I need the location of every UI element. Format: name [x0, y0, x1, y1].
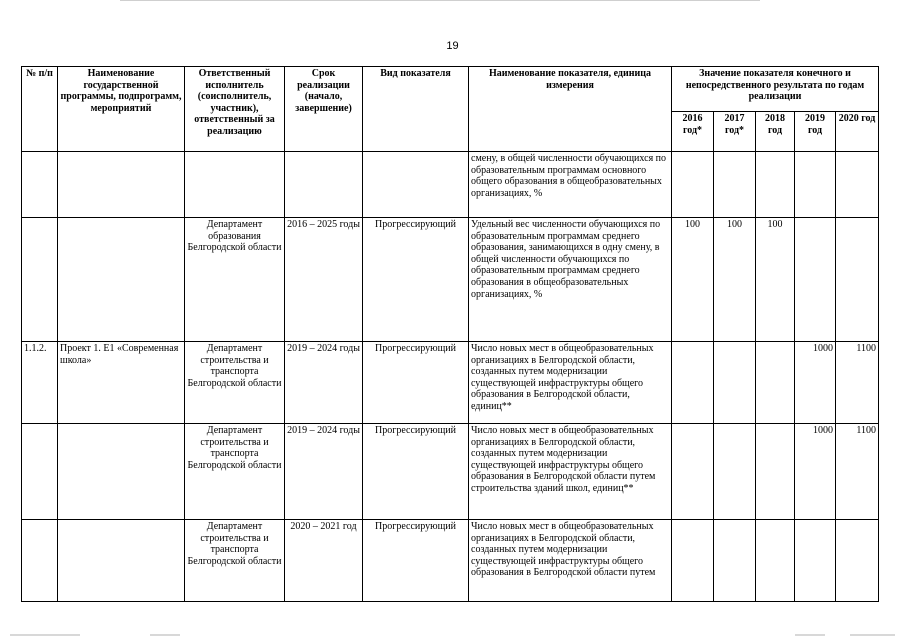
scan-artifact-top [120, 0, 760, 1]
cell-num [22, 218, 58, 342]
table-row [22, 424, 879, 520]
cell-indicator: Удельный вес численности обучающихся по образовательным программам среднего образования, занимающихся в одну смену, в общей численности обучающихся по образовательным программам среднего образования в общеобразовательных организациях, % [469, 218, 672, 342]
cell-executor: Департамент строительства и транспорта Белгородской области [185, 424, 285, 520]
table-row [22, 152, 879, 218]
cell-value-2019: 1000 [795, 342, 836, 424]
cell-value-2018 [756, 424, 795, 520]
cell-type: Прогрессирующий [363, 520, 469, 602]
cell-indicator: Число новых мест в общеобразовательных организациях в Белгородской области, созданных путем модернизации существующей инфраструктуры общего образования в Белгородской области путем [469, 520, 672, 602]
header-name: Наименование государственной программы, подпрограмм, мероприятий [58, 67, 185, 152]
header-executor: Ответственный исполнитель (соисполнитель, участник), ответственный за реализацию [185, 67, 285, 152]
cell-executor [185, 152, 285, 218]
cell-value-2019 [795, 152, 836, 218]
cell-executor: Департамент строительства и транспорта Белгородской области [185, 342, 285, 424]
cell-name: Проект 1. Е1 «Современная школа» [58, 342, 185, 424]
cell-value-2018 [756, 152, 795, 218]
cell-name [58, 424, 185, 520]
cell-num [22, 520, 58, 602]
indicators-table [21, 66, 879, 602]
table-row [22, 218, 879, 342]
cell-name [58, 152, 185, 218]
scan-artifact-bottom [0, 630, 905, 640]
cell-term: 2019 – 2024 годы [285, 342, 363, 424]
cell-term: 2019 – 2024 годы [285, 424, 363, 520]
cell-value-2020: 1100 [836, 342, 879, 424]
cell-indicator: Число новых мест в общеобразовательных организациях в Белгородской области, созданных путем модернизации существующей инфраструктуры общего образования в Белгородской области путем строительства зданий школ, единиц** [469, 424, 672, 520]
cell-value-2020: 1100 [836, 424, 879, 520]
cell-type: Прогрессирующий [363, 424, 469, 520]
cell-indicator: смену, в общей численности обучающихся по образовательным программам основного общего образования в общеобразовательных организациях, % [469, 152, 672, 218]
cell-value-2016 [672, 342, 714, 424]
cell-value-2019 [795, 218, 836, 342]
cell-value-2020 [836, 218, 879, 342]
cell-executor: Департамент строительства и транспорта Белгородской области [185, 520, 285, 602]
table-row [22, 520, 879, 602]
table-row [22, 342, 879, 424]
cell-type: Прогрессирующий [363, 218, 469, 342]
cell-value-2017: 100 [714, 218, 756, 342]
cell-value-2018: 100 [756, 218, 795, 342]
header-type: Вид показателя [363, 67, 469, 152]
cell-name [58, 520, 185, 602]
header-num: № п/п [22, 67, 58, 152]
cell-type: Прогрессирующий [363, 342, 469, 424]
cell-value-2018 [756, 342, 795, 424]
header-term: Срок реализации (начало, завершение) [285, 67, 363, 152]
cell-value-2016 [672, 152, 714, 218]
cell-value-2017 [714, 520, 756, 602]
cell-indicator: Число новых мест в общеобразовательных организациях в Белгородской области, созданных путем модернизации существующей инфраструктуры общего образования в Белгородской области, единиц** [469, 342, 672, 424]
cell-term: 2020 – 2021 год [285, 520, 363, 602]
cell-type [363, 152, 469, 218]
cell-value-2016 [672, 520, 714, 602]
header-values-group: Значение показателя конечного и непосредственного результата по годам реализации [672, 67, 879, 112]
cell-name [58, 218, 185, 342]
header-year-2018: 2018 год [756, 112, 795, 152]
cell-term: 2016 – 2025 годы [285, 218, 363, 342]
cell-term [285, 152, 363, 218]
cell-value-2020 [836, 520, 879, 602]
header-year-2020: 2020 год [836, 112, 879, 152]
header-year-2016: 2016 год* [672, 112, 714, 152]
cell-num [22, 152, 58, 218]
cell-value-2020 [836, 152, 879, 218]
cell-executor: Департамент образования Белгородской области [185, 218, 285, 342]
cell-value-2017 [714, 152, 756, 218]
page-number: 19 [446, 40, 459, 52]
cell-value-2016 [672, 424, 714, 520]
header-year-2019: 2019 год [795, 112, 836, 152]
cell-num [22, 424, 58, 520]
cell-value-2019: 1000 [795, 424, 836, 520]
cell-value-2017 [714, 424, 756, 520]
header-year-2017: 2017 год* [714, 112, 756, 152]
cell-value-2017 [714, 342, 756, 424]
cell-value-2018 [756, 520, 795, 602]
cell-value-2016: 100 [672, 218, 714, 342]
cell-value-2019 [795, 520, 836, 602]
header-indicator: Наименование показателя, единица измерения [469, 67, 672, 152]
cell-num: 1.1.2. [22, 342, 58, 424]
